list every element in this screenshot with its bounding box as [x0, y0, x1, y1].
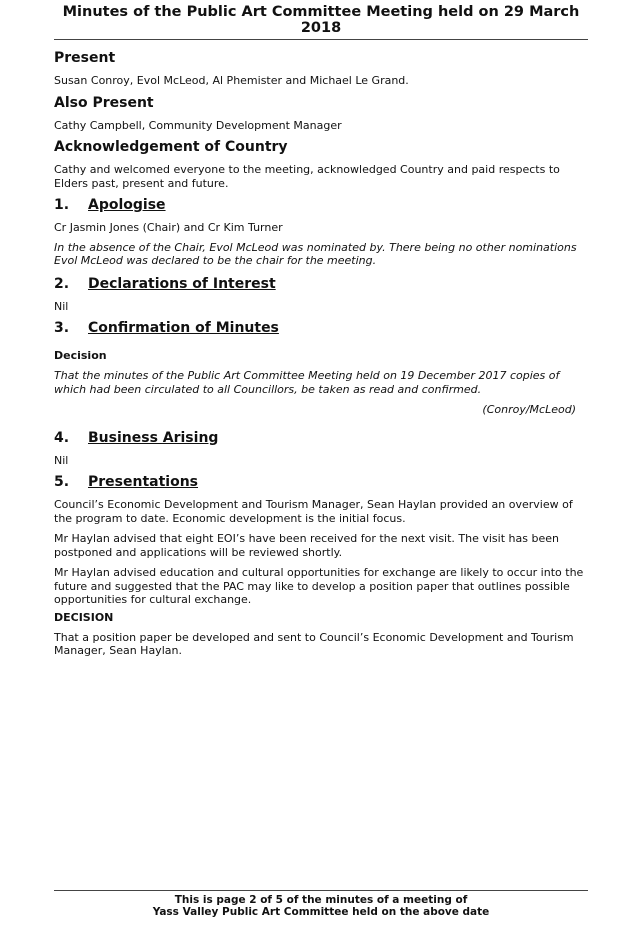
section-title: Presentations	[88, 474, 199, 490]
footer-line-2: Yass Valley Public Art Committee held on the above date	[152, 906, 490, 918]
decision-label: DECISION	[54, 610, 114, 624]
page-title: Minutes of the Public Art Committee Meeting held on 29 March 2018	[54, 4, 588, 40]
mover-seconder: (Conroy/McLeod)	[482, 403, 576, 416]
section-heading-presentations	[54, 474, 588, 490]
section-heading-confirmation	[54, 320, 588, 336]
page-footer	[54, 890, 588, 918]
present-text: Susan Conroy, Evol McLeod, Al Phemister and Michael Le Grand.	[54, 74, 409, 87]
section-title: Business Arising	[88, 429, 219, 446]
section-number: 1.	[54, 197, 70, 213]
business-text: Nil	[54, 453, 69, 467]
section-title: Declarations of Interest	[88, 275, 276, 292]
section-number: 3.	[54, 320, 70, 336]
minutes-body	[54, 50, 588, 658]
section-number: 5.	[54, 474, 70, 490]
declarations-text: Nil	[54, 299, 69, 313]
presentations-para-3: Mr Haylan advised education and cultural opportunities for exchange are likely to occur into the future and suggested that the PAC may like to develop a position paper that outlines possible opportunities for cultural exchange.	[54, 566, 584, 606]
section-title: Apologise	[88, 197, 166, 213]
section-number: 4.	[54, 429, 70, 446]
also-present-heading: Also Present	[54, 94, 154, 111]
apologise-text: Cr Jasmin Jones (Chair) and Cr Kim Turner	[54, 221, 283, 234]
acknowledgement-text: Cathy and welcomed everyone to the meeting, acknowledged Country and paid respects to Elders past, present and future.	[54, 163, 560, 190]
section-number: 2.	[54, 275, 70, 292]
also-present-text: Cathy Campbell, Community Development Manager	[54, 118, 342, 132]
acknowledgement-heading: Acknowledgement of Country	[54, 139, 288, 155]
footer-line-1: This is page 2 of 5 of the minutes of a meeting of	[174, 894, 468, 906]
section-heading-apologise	[54, 197, 588, 213]
confirmation-decision-text: That the minutes of the Public Art Committee Meeting held on 19 December 2017 copies of which had been circulated to all Councillors, be taken as read and confirmed.	[54, 369, 560, 396]
apologise-note: In the absence of the Chair, Evol McLeod was nominated by. There being no other nominations Evol McLeod was declared to be the chair for the meeting.	[54, 240, 577, 267]
present-heading: Present	[54, 50, 116, 66]
section-title: Confirmation of Minutes	[88, 320, 279, 336]
section-heading-declarations	[54, 276, 588, 292]
presentations-para-1: Council’s Economic Development and Tourism Manager, Sean Haylan provided an overview of the program to date. Economic development is the initial focus.	[54, 498, 573, 525]
presentations-para-2: Mr Haylan advised that eight EOI’s have been received for the next visit. The visit has been postponed and applications will be reviewed shortly.	[54, 532, 559, 559]
section-heading-business	[54, 430, 588, 446]
decision-label: Decision	[54, 349, 107, 362]
presentations-decision-text: That a position paper be developed and sent to Council’s Economic Development and Tourism Manager, Sean Haylan.	[54, 630, 574, 657]
